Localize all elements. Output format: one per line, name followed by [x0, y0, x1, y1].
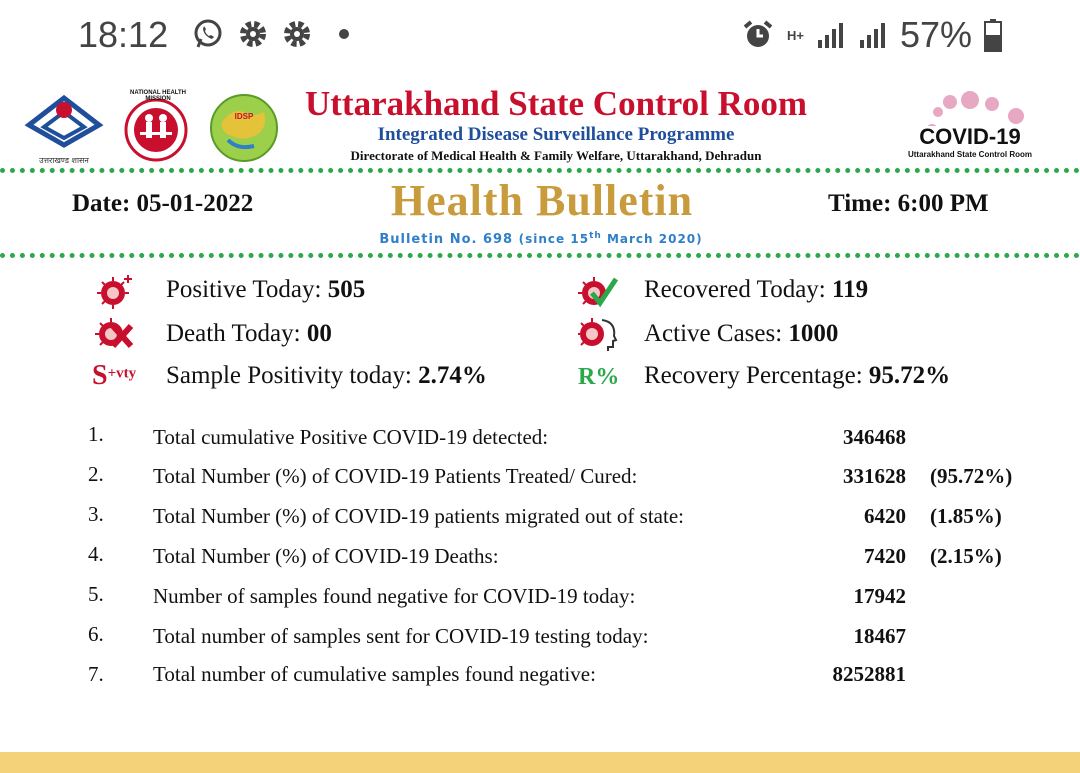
recovered-value: 119 — [832, 276, 869, 303]
table-row-pct: (95.72%) — [930, 464, 1013, 488]
table-row-pct: (2.15%) — [930, 544, 1002, 568]
table-row-value: 6420 — [864, 504, 906, 528]
bulletin-date: Date: 05-01-2022 — [72, 190, 254, 217]
nhm-logo-text: NATIONAL HEALTH MISSION — [130, 90, 186, 102]
idsp-logo-text: IDSP — [234, 112, 254, 121]
table-row-num: 3. — [88, 502, 104, 526]
positive-today — [166, 276, 365, 304]
dot-icon — [326, 19, 356, 49]
table-row-value: 8252881 — [832, 662, 906, 686]
table-row-pct: (1.85%) — [930, 504, 1002, 528]
positivity-icon-sup: +vty — [107, 365, 137, 382]
table-row-value: 331628 — [843, 464, 906, 488]
virus-check-icon — [578, 273, 618, 309]
table-row-num: 6. — [88, 622, 104, 646]
recovered-today — [644, 276, 868, 304]
recovery-label: Recovery Percentage: — [644, 362, 869, 389]
status-time: 18:12 — [78, 14, 169, 55]
covid-logo — [890, 90, 1050, 164]
sample-positivity — [166, 362, 487, 390]
positivity-icon-s: S — [92, 360, 108, 391]
death-value: 00 — [306, 320, 332, 347]
table-row-num: 1. — [88, 422, 104, 446]
virus-cross-icon — [95, 316, 135, 352]
table-row-label: Total number of cumulative samples found negative: — [153, 662, 596, 686]
bulletin-title: Health Bulletin — [390, 176, 694, 225]
recovery-icon: R% — [578, 364, 620, 390]
divider-top — [0, 168, 1080, 173]
bulletin-number-prefix: Bulletin No. 698 — [379, 232, 514, 247]
death-label: Death Today: — [166, 320, 307, 347]
positivity-label: Sample Positivity today: — [166, 362, 419, 389]
recovery-value: 95.72% — [868, 362, 951, 389]
table-row-label: Total Number (%) of COVID-19 Deaths: — [153, 544, 499, 568]
covid-logo-title: COVID-19 — [919, 124, 1021, 149]
page-title: Uttarakhand State Control Room — [305, 84, 807, 123]
since-close: March 2020) — [601, 232, 703, 246]
virus-plus-icon — [95, 273, 135, 309]
whatsapp-icon — [192, 18, 224, 50]
divider-middle — [0, 253, 1080, 258]
table-row-num: 2. — [88, 462, 104, 486]
active-cases — [644, 320, 838, 348]
positive-value: 505 — [327, 276, 366, 303]
recovery-percentage — [644, 362, 950, 390]
signal-icon — [816, 20, 846, 50]
since-open: (since 15 — [518, 232, 590, 246]
nhm-logo — [110, 88, 202, 164]
positivity-value: 2.74% — [418, 362, 487, 389]
network-type: H+ — [786, 27, 804, 43]
footer-bar — [0, 752, 1080, 773]
uttarakhand-emblem-icon — [24, 90, 104, 150]
death-today — [166, 320, 332, 348]
recovered-label: Recovered Today: — [644, 276, 833, 303]
positivity-icon — [92, 360, 136, 392]
battery-percent: 57% — [899, 14, 972, 55]
table-row-label: Total cumulative Positive COVID-19 detected: — [153, 425, 549, 449]
since-sup: th — [589, 231, 602, 241]
uttarakhand-logo — [24, 90, 104, 165]
table-row-value: 17942 — [853, 584, 906, 608]
active-value: 1000 — [788, 320, 839, 347]
bulletin-time: Time: 6:00 PM — [828, 190, 989, 217]
virus-head-icon — [578, 316, 618, 352]
covid-logo-caption: Uttarakhand State Control Room — [907, 150, 1032, 159]
signal-icon — [858, 20, 888, 50]
table-row-value: 18467 — [853, 624, 906, 648]
directorate-line: Directorate of Medical Health & Family Welfare, Uttarakhand, Dehradun — [350, 148, 762, 163]
table-row-label: Total Number (%) of COVID-19 Patients Treated/ Cured: — [153, 464, 638, 488]
table-row-label: Number of samples found negative for COVID-19 today: — [153, 584, 636, 608]
active-label: Active Cases: — [644, 320, 789, 347]
table-row-num: 7. — [88, 662, 104, 686]
table-row-value: 346468 — [843, 425, 906, 449]
idsp-logo — [208, 92, 280, 164]
table-row-label: Total number of samples sent for COVID-19 testing today: — [153, 624, 649, 648]
alarm-icon — [741, 18, 775, 52]
status-right — [741, 14, 1002, 56]
positive-label: Positive Today: — [166, 276, 328, 303]
gear-icon — [238, 19, 268, 49]
table-row-num: 5. — [88, 582, 104, 606]
gear-icon — [282, 19, 312, 49]
bulletin-number — [336, 231, 746, 247]
battery-icon — [984, 18, 1002, 52]
table-row-label: Total Number (%) of COVID-19 patients migrated out of state: — [153, 504, 684, 528]
table-row-num: 4. — [88, 542, 104, 566]
covid-dots-icon — [890, 90, 1050, 126]
table-row-value: 7420 — [864, 544, 906, 568]
logo-caption: उत्तराखण्ड शासन — [39, 156, 89, 165]
status-icons-left — [192, 18, 356, 50]
page-subtitle: Integrated Disease Surveillance Programme — [377, 124, 735, 145]
